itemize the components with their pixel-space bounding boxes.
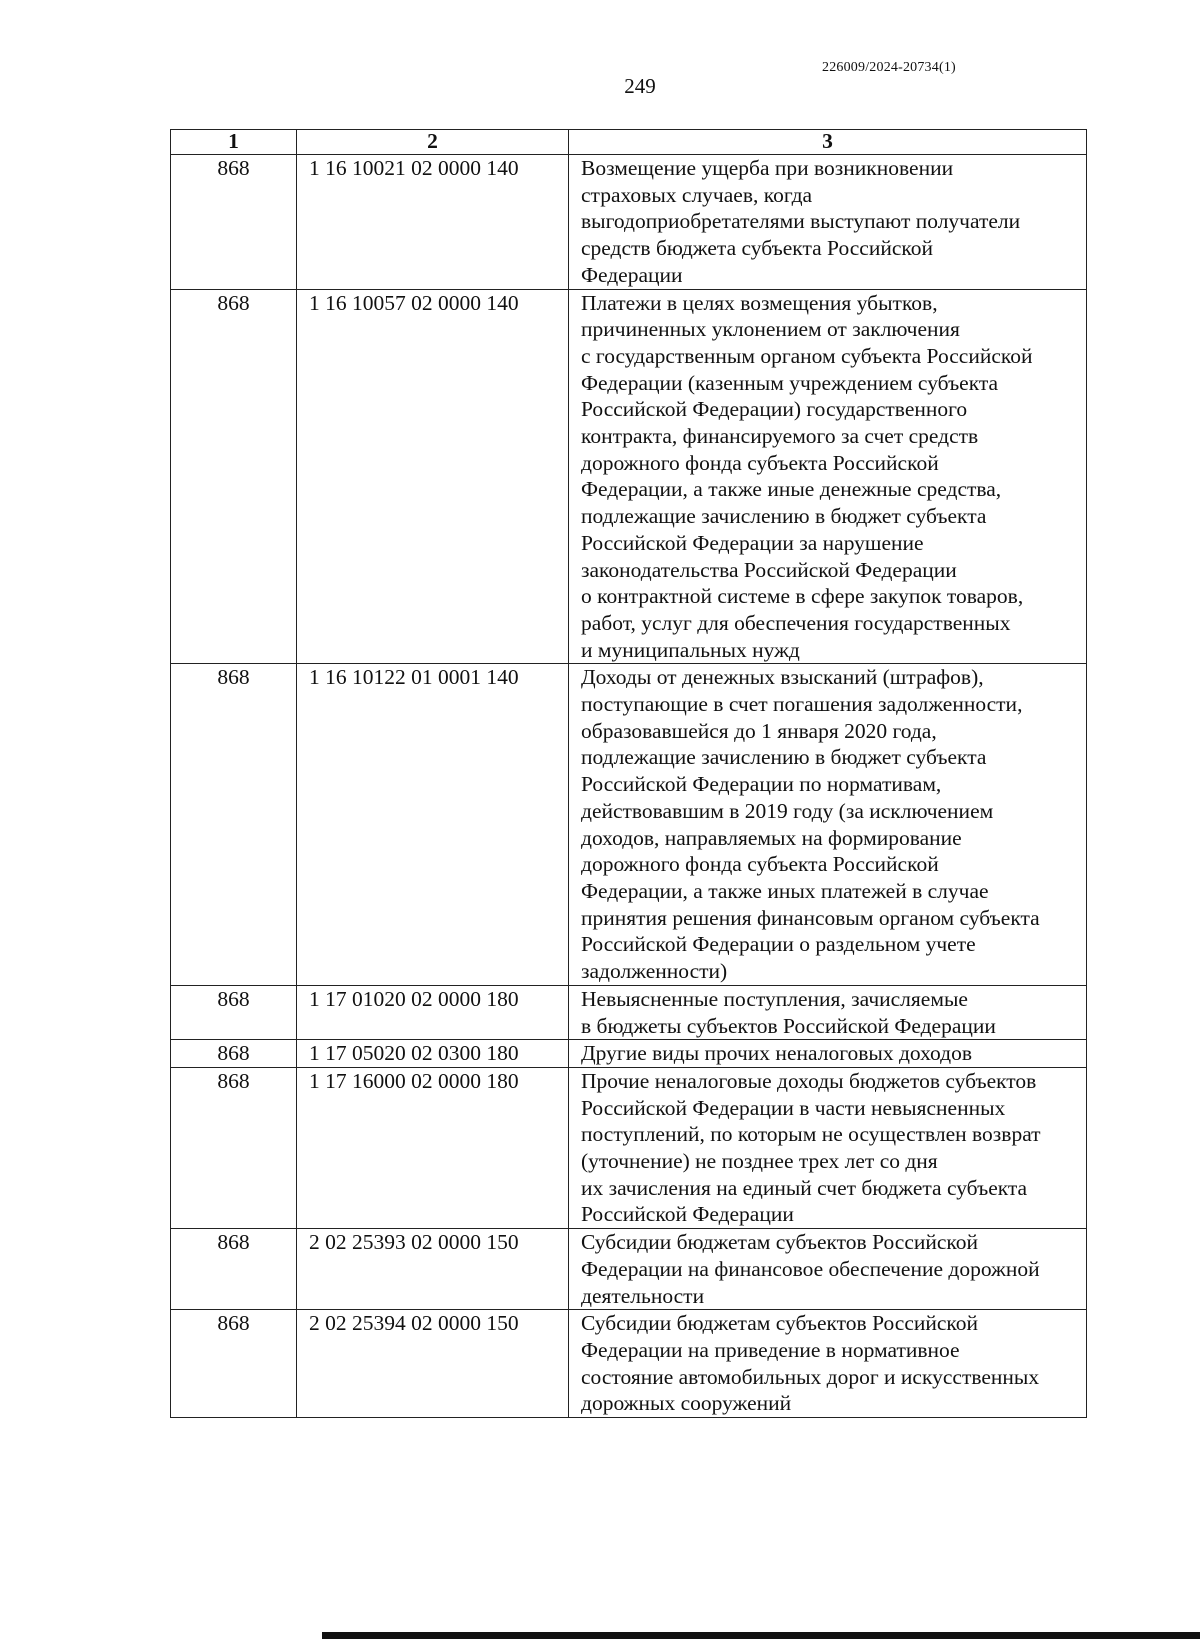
- budget-code-cell: 2 02 25393 02 0000 150: [297, 1229, 569, 1310]
- table-row: [171, 1310, 1087, 1418]
- budget-code-cell: 1 17 16000 02 0000 180: [297, 1067, 569, 1228]
- revenue-name-line: с государственным органом субъекта Российской: [581, 343, 1033, 368]
- revenue-name-line: дорожных сооружений: [581, 1391, 792, 1416]
- document-id: 226009/2024-20734(1): [822, 60, 956, 75]
- admin-code-cell: 868: [171, 1040, 297, 1068]
- revenue-name-line: поступлений, по которым не осуществлен возврат: [581, 1122, 1041, 1147]
- budget-code-cell: 1 16 10122 01 0001 140: [297, 664, 569, 985]
- admin-code-cell: 868: [171, 985, 297, 1039]
- revenue-name-line: Российской Федерации за нарушение: [581, 530, 924, 555]
- revenue-name-line: дорожного фонда субъекта Российской: [581, 450, 939, 475]
- revenue-name-cell: [569, 985, 1087, 1039]
- revenue-name-line: в бюджеты субъектов Российской Федерации: [581, 1013, 996, 1038]
- revenue-name-line: Российской Федерации по нормативам,: [581, 772, 942, 797]
- table-row: [171, 985, 1087, 1039]
- revenue-name-cell: [569, 664, 1087, 985]
- page-number: 249: [624, 74, 656, 98]
- admin-code-cell: 868: [171, 155, 297, 290]
- revenue-name-line: (уточнение) не позднее трех лет со дня: [581, 1149, 938, 1174]
- revenue-name-line: Российской Федерации в части невыясненных: [581, 1095, 1006, 1120]
- revenue-name-line: Невыясненные поступления, зачисляемые: [581, 986, 968, 1011]
- revenue-name-line: принятия решения финансовым органом субъекта: [581, 905, 1040, 930]
- budget-code-cell: 1 17 05020 02 0300 180: [297, 1040, 569, 1068]
- table-row: [171, 1229, 1087, 1310]
- revenue-name-line: Федерации (казенным учреждением субъекта: [581, 370, 999, 395]
- revenue-name-line: страховых случаев, когда: [581, 182, 813, 207]
- revenue-name-line: Федерации, а также иные денежные средства,: [581, 477, 1002, 502]
- revenue-name-line: Платежи в целях возмещения убытков,: [581, 290, 938, 315]
- revenue-name-line: работ, услуг для обеспечения государственных: [581, 610, 1011, 635]
- revenue-name-line: Возмещение ущерба при возникновении: [581, 156, 954, 180]
- admin-code-cell: 868: [171, 1067, 297, 1228]
- revenue-name-line: средств бюджета субъекта Российской: [581, 236, 933, 261]
- revenue-name-line: о контрактной системе в сфере закупок товаров,: [581, 584, 1024, 609]
- revenue-name-line: Прочие неналоговые доходы бюджетов субъектов: [581, 1068, 1037, 1093]
- revenue-name-line: деятельности: [581, 1283, 705, 1308]
- revenue-name-line: Российской Федерации: [581, 1202, 794, 1227]
- revenue-name-line: Федерации: [581, 262, 683, 287]
- column-header-1: 1: [171, 130, 297, 155]
- table-header-row: [171, 130, 1087, 155]
- revenue-name-cell: [569, 1229, 1087, 1310]
- revenue-name-line: Российской Федерации) государственного: [581, 397, 968, 422]
- revenue-name-line: Федерации на финансовое обеспечение дорожной: [581, 1256, 1040, 1281]
- revenue-name-line: Российской Федерации о раздельном учете: [581, 932, 976, 957]
- revenue-name-cell: [569, 1040, 1087, 1068]
- revenue-name-line: Другие виды прочих неналоговых доходов: [581, 1041, 973, 1066]
- revenue-name-cell: [569, 155, 1087, 290]
- revenue-name-line: законодательства Российской Федерации: [581, 557, 957, 582]
- revenue-name-line: Субсидии бюджетам субъектов Российской: [581, 1311, 979, 1336]
- table-row: [171, 289, 1087, 664]
- revenue-name-line: доходов, направляемых на формирование: [581, 825, 962, 850]
- table-row: [171, 1040, 1087, 1068]
- revenue-name-line: Федерации, а также иных платежей в случае: [581, 878, 989, 903]
- revenue-codes-table: [170, 129, 1087, 1418]
- budget-code-cell: 1 17 01020 02 0000 180: [297, 985, 569, 1039]
- revenue-name-line: их зачисления на единый счет бюджета субъекта: [581, 1175, 1028, 1200]
- revenue-name-line: Доходы от денежных взысканий (штрафов),: [581, 665, 984, 690]
- revenue-name-line: задолженности): [581, 959, 728, 984]
- budget-code-cell: 1 16 10057 02 0000 140: [297, 289, 569, 664]
- revenue-name-line: контракта, финансируемого за счет средств: [581, 424, 979, 449]
- revenue-name-line: Федерации на приведение в нормативное: [581, 1337, 960, 1362]
- budget-code-cell: 2 02 25394 02 0000 150: [297, 1310, 569, 1418]
- admin-code-cell: 868: [171, 289, 297, 664]
- admin-code-cell: 868: [171, 664, 297, 985]
- table-row: [171, 664, 1087, 985]
- revenue-name-line: и муниципальных нужд: [581, 637, 800, 662]
- revenue-name-line: подлежащие зачислению в бюджет субъекта: [581, 504, 987, 529]
- page-bottom-rule: [322, 1632, 1200, 1639]
- revenue-name-line: поступающие в счет погашения задолженности,: [581, 692, 1023, 717]
- table-body: [171, 155, 1087, 1418]
- revenue-name-line: подлежащие зачислению в бюджет субъекта: [581, 745, 987, 770]
- admin-code-cell: 868: [171, 1229, 297, 1310]
- revenue-name-cell: [569, 1310, 1087, 1418]
- revenue-name-line: образовавшейся до 1 января 2020 года,: [581, 718, 937, 743]
- revenue-name-line: действовавшим в 2019 году (за исключением: [581, 798, 994, 823]
- budget-code-cell: 1 16 10021 02 0000 140: [297, 155, 569, 290]
- column-header-3: 3: [569, 130, 1087, 155]
- revenue-name-line: дорожного фонда субъекта Российской: [581, 852, 939, 877]
- table-row: [171, 155, 1087, 290]
- revenue-name-line: Субсидии бюджетам субъектов Российской: [581, 1230, 979, 1255]
- table-row: [171, 1067, 1087, 1228]
- revenue-name-line: причиненных уклонением от заключения: [581, 317, 960, 342]
- revenue-name-cell: [569, 1067, 1087, 1228]
- admin-code-cell: 868: [171, 1310, 297, 1418]
- revenue-name-line: выгодоприобретателями выступают получатели: [581, 209, 1021, 234]
- revenue-name-cell: [569, 289, 1087, 664]
- column-header-2: 2: [297, 130, 569, 155]
- revenue-name-line: состояние автомобильных дорог и искусственных: [581, 1364, 1040, 1389]
